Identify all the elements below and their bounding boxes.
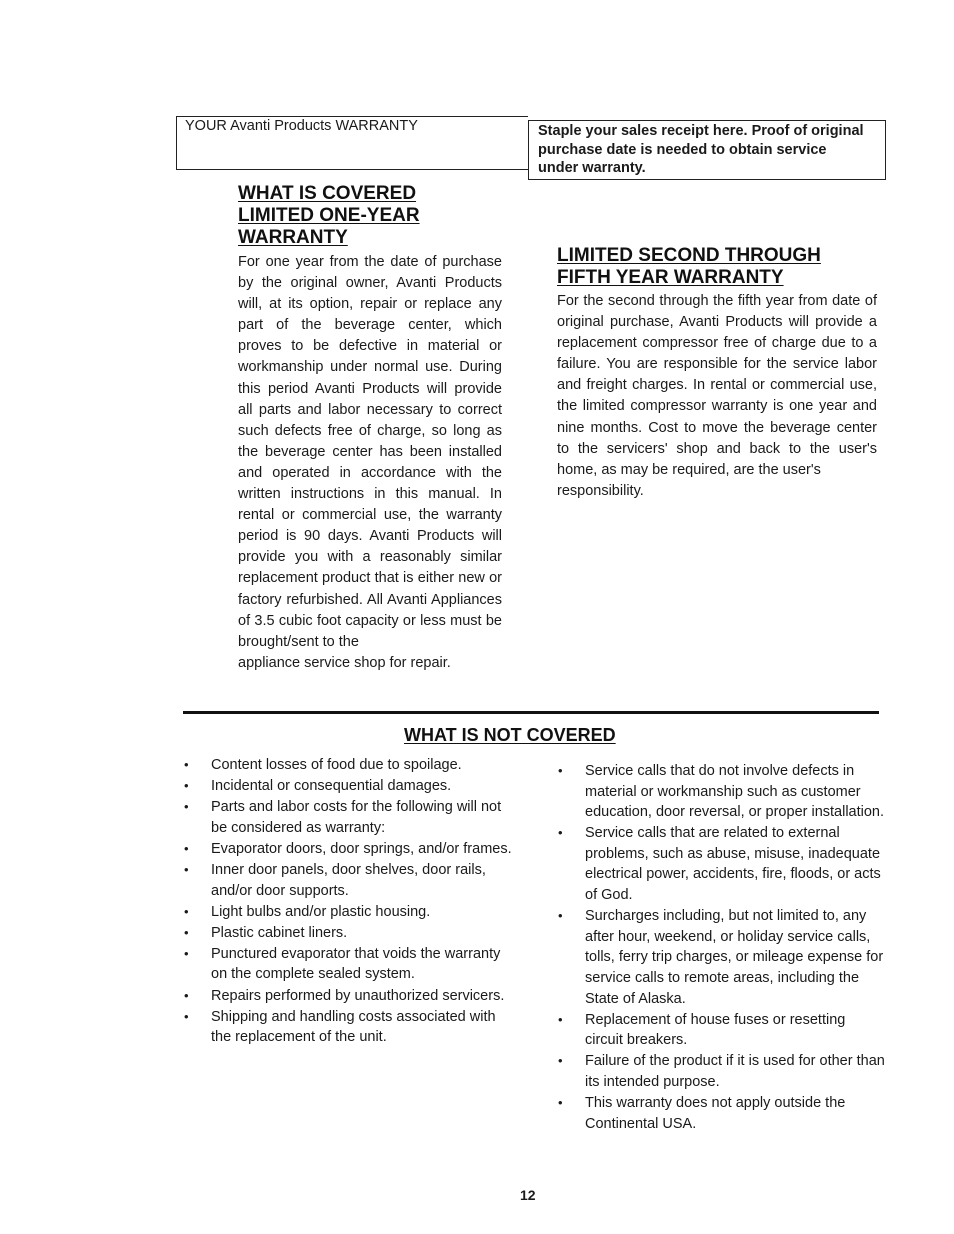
covered-heading-line3: WARRANTY [238,227,348,248]
list-item: • Replacement of house fuses or resetting circuit breakers. [585,1010,885,1051]
list-item: • Repairs performed by unauthorized servicers. [211,986,516,1007]
second-body-text: For the second through the fifth year from date of original purchase, Avanti Products will provide a replacement compressor free of charge due to a failure. You are responsible for the service labor and freight charges. In rental or commercial use, the limited compressor warranty is one year and nine months. Cost to move the beverage center to the servicers' shop and back to the user's home, as may be required, are the user's [557,293,877,478]
warranty-title: YOUR Avanti Products WARRANTY [185,118,418,134]
list-item: • Surcharges including, but not limited to, any after hour, weekend, or holiday service calls, tolls, ferry trip charges, or mileage expense for service calls to remote areas, including the State of Alaska. [585,906,885,1009]
list-item: • Failure of the product if it is used for other than its intended purpose. [585,1051,885,1092]
second-heading-line2: FIFTH YEAR WARRANTY [557,267,784,288]
second-fifth-heading [557,245,877,289]
not-covered-list-left [211,755,516,1048]
list-item: • Incidental or consequential damages. [211,776,516,797]
second-fifth-body [557,291,877,502]
second-heading-line1: LIMITED SECOND THROUGH [557,245,821,266]
list-item: • Plastic cabinet liners. [211,923,516,944]
receipt-note-box [528,120,886,180]
not-covered-list-right [585,761,885,1135]
covered-heading [238,183,498,249]
list-item: • This warranty does not apply outside the Continental USA. [585,1093,885,1134]
warranty-title-box [176,116,528,170]
covered-heading-line1: WHAT IS COVERED [238,183,417,204]
covered-body [238,252,502,674]
receipt-note: Staple your sales receipt here. Proof of original purchase date is needed to obtain service under warranty. [538,123,864,177]
section-divider [183,711,879,714]
list-item: • Parts and labor costs for the following will not be considered as warranty: [211,797,516,838]
not-covered-heading: WHAT IS NOT COVERED [404,725,616,745]
list-item: • Punctured evaporator that voids the warranty on the complete sealed system. [211,944,516,985]
list-item: • Evaporator doors, door springs, and/or frames. [211,839,516,860]
list-item: • Shipping and handling costs associated with the replacement of the unit. [211,1007,516,1048]
covered-heading-line2: LIMITED ONE-YEAR [238,205,420,226]
list-item: • Content losses of food due to spoilage. [211,755,516,776]
list-item: • Service calls that do not involve defects in material or workmanship such as customer education, door reversal, or proper installation. [585,761,885,823]
page-number: 12 [520,1187,536,1203]
list-item: • Inner door panels, door shelves, door rails, and/or door supports. [211,860,516,901]
list-item: • Light bulbs and/or plastic housing. [211,902,516,923]
list-item: • Service calls that are related to external problems, such as abuse, misuse, inadequate electrical power, accidents, fire, floods, or acts of God. [585,823,885,905]
covered-body-last-line: appliance service shop for repair. [238,654,451,671]
second-body-last-line: responsibility. [557,482,644,499]
covered-body-text: For one year from the date of purchase by the original owner, Avanti Products will, at its option, repair or replace any part of the beverage center, which proves to be defective in material or workmanship under normal use. During this period Avanti Products will provide all parts and labor necessary to correct such defects free of charge, so long as the beverage center has been installed and operated in accordance with the written instructions in this manual. In rental or commercial use, the warranty period is 90 days. Avanti Products will provide you with a reasonably similar replacement product that is either new or factory refurbished. All Avanti Appliances of 3.5 cubic foot capacity or less must be brought/sent to the [238,254,502,650]
